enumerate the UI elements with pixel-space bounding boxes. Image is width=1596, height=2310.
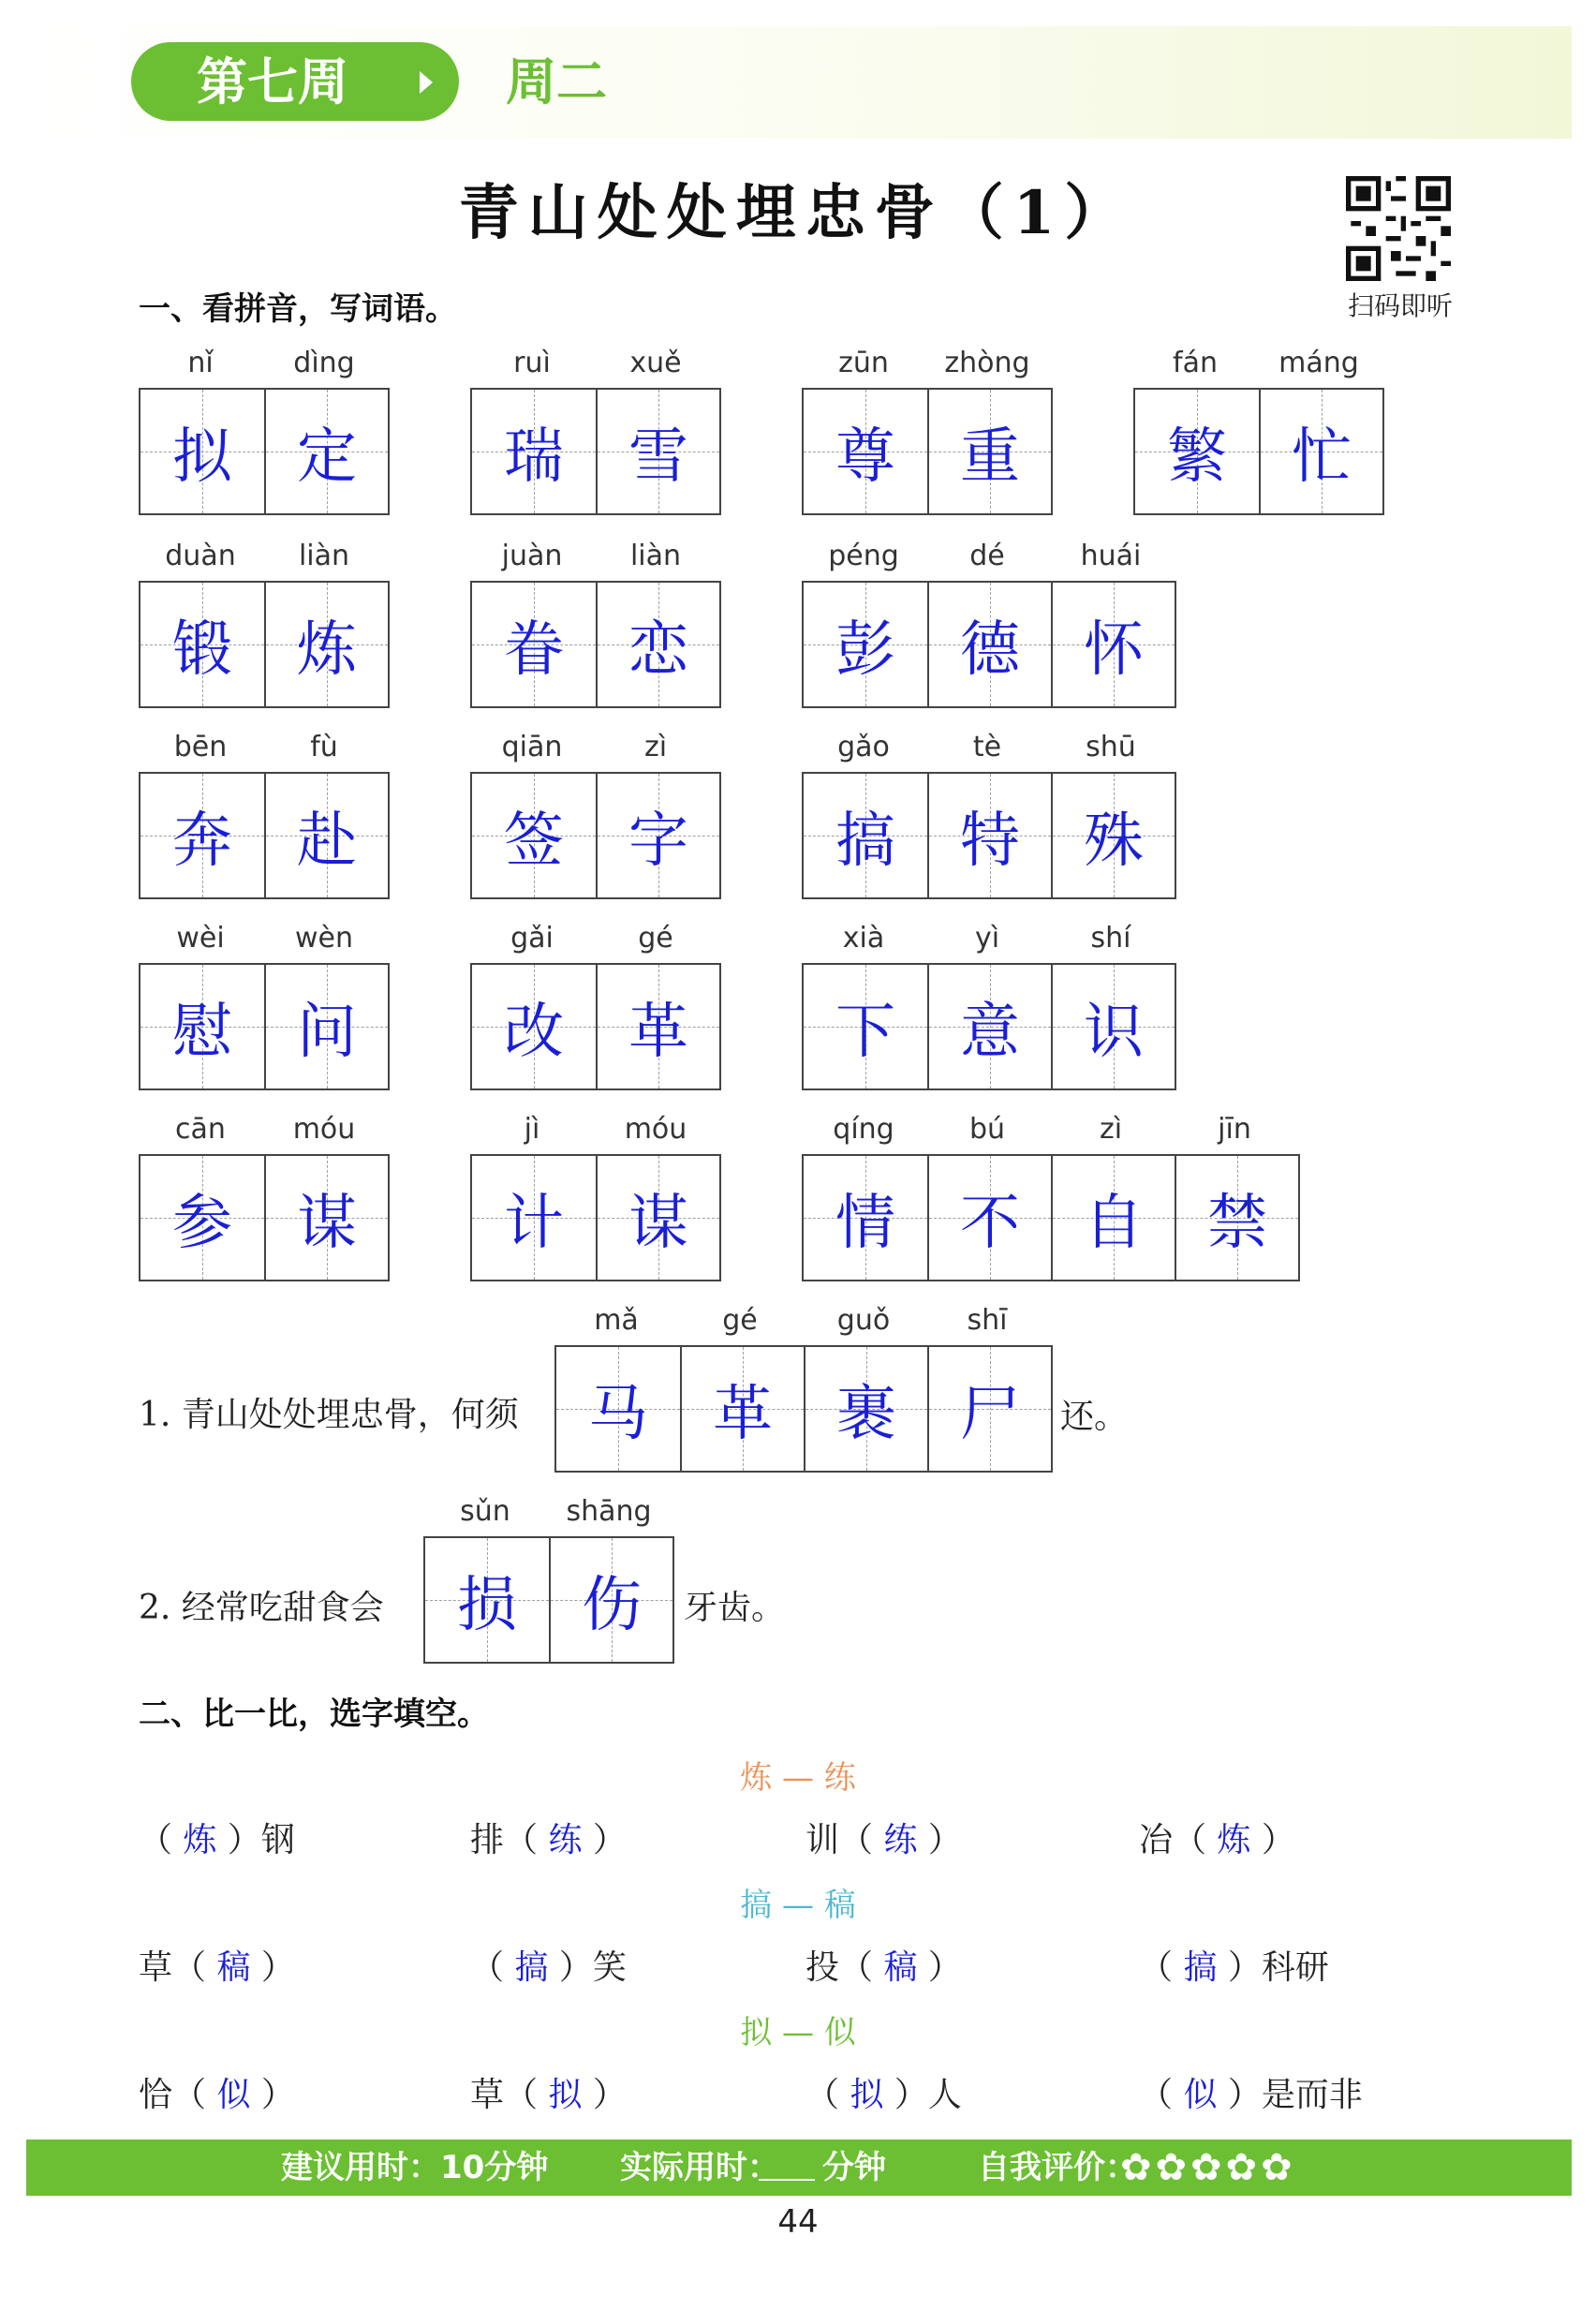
answer-char: 彭 xyxy=(835,615,895,685)
answer-char: 改 xyxy=(504,998,564,1067)
answer-char: 繁 xyxy=(1167,422,1227,492)
writing-cell[interactable] xyxy=(425,1538,549,1662)
self-eval-label: 自我评价： xyxy=(978,2149,1137,2186)
answer-char: 自 xyxy=(1084,1189,1144,1258)
fill-blank-item[interactable] xyxy=(139,1814,295,1861)
answer-char: 参 xyxy=(172,1189,232,1258)
word-pinyin: zūn xyxy=(838,347,889,379)
fill-blank-item[interactable] xyxy=(1139,1814,1295,1861)
answer-char: 雪 xyxy=(628,422,688,492)
word-box[interactable] xyxy=(139,772,390,899)
writing-cell[interactable] xyxy=(472,390,596,513)
fill-text: ）科研 xyxy=(1217,1948,1329,1987)
word-pinyin: wèi xyxy=(176,922,225,955)
word-pinyin: zì xyxy=(1099,1113,1123,1146)
word-pinyin: cān xyxy=(175,1113,226,1146)
answer-char: 不 xyxy=(960,1189,1020,1258)
fill-text: ）笑 xyxy=(548,1948,627,1987)
word-box[interactable] xyxy=(470,772,721,899)
qr-code-icon[interactable] xyxy=(1341,176,1456,281)
word-pinyin: qiān xyxy=(501,731,563,763)
fill-answer: 似 xyxy=(216,2076,251,2114)
answer-char: 德 xyxy=(960,615,1020,685)
answer-char: 下 xyxy=(835,998,895,1067)
writing-cell[interactable] xyxy=(596,1156,719,1280)
word-pinyin: huái xyxy=(1080,540,1142,572)
answer-char: 尊 xyxy=(835,422,895,492)
compare-pair: 搞 — 稿 xyxy=(740,1887,856,1924)
word-box[interactable] xyxy=(139,1154,390,1281)
answer-char: 裹 xyxy=(836,1380,896,1449)
writing-cell[interactable] xyxy=(549,1538,672,1662)
writing-cell[interactable] xyxy=(596,774,719,897)
fill-text: ）人 xyxy=(883,2076,962,2114)
answer-char: 谋 xyxy=(297,1189,357,1258)
word-pinyin: bēn xyxy=(173,731,228,763)
word-box[interactable] xyxy=(470,963,721,1090)
fill-text: （ xyxy=(1139,1948,1184,1987)
word-pinyin: duàn xyxy=(165,540,236,572)
fill-text: 草（ xyxy=(139,1948,217,1987)
answer-char: 情 xyxy=(835,1189,895,1258)
writing-cell[interactable] xyxy=(472,1156,596,1280)
fill-answer: 炼 xyxy=(1217,1821,1251,1859)
answer-char: 意 xyxy=(960,998,1020,1067)
fill-text: （ xyxy=(470,1948,515,1987)
fill-text: ） xyxy=(582,1821,627,1859)
word-pinyin: juàn xyxy=(501,540,563,572)
answer-char: 革 xyxy=(628,998,688,1067)
writing-cell[interactable] xyxy=(140,583,264,706)
answer-char: 定 xyxy=(297,422,357,492)
fill-text: ） xyxy=(1250,1821,1295,1859)
writing-cell[interactable] xyxy=(680,1347,804,1471)
actual-time-unit: 分钟 xyxy=(822,2149,886,2186)
word-box[interactable] xyxy=(802,772,1176,899)
writing-cell[interactable] xyxy=(1051,1156,1175,1280)
answer-char: 马 xyxy=(588,1380,648,1449)
word-pinyin: fù xyxy=(310,731,338,763)
fill-answer: 练 xyxy=(548,1821,583,1859)
sentence1-after: 还。 xyxy=(1060,1398,1129,1436)
answer-char: 炼 xyxy=(297,615,357,685)
word-pinyin: ruì xyxy=(513,347,551,379)
writing-cell[interactable] xyxy=(927,1347,1051,1471)
fill-text: ） xyxy=(250,2076,295,2114)
fill-text: ） xyxy=(917,1821,962,1859)
fill-blank-item[interactable] xyxy=(1139,2068,1363,2116)
fill-answer: 似 xyxy=(1183,2076,1218,2114)
writing-cell[interactable] xyxy=(472,965,596,1088)
day-label: 周二 xyxy=(506,52,607,111)
fill-blank-item[interactable] xyxy=(139,2068,295,2116)
writing-cell[interactable] xyxy=(596,965,719,1088)
answer-char: 识 xyxy=(1084,998,1144,1067)
fill-text: （ xyxy=(139,1821,184,1859)
word-pinyin: péng xyxy=(828,540,899,572)
answer-char: 签 xyxy=(504,807,564,876)
sentence1-box[interactable] xyxy=(554,1345,1053,1473)
word-box[interactable] xyxy=(802,388,1053,515)
fill-text: （ xyxy=(1139,2076,1184,2114)
word-pinyin: yì xyxy=(974,922,1000,955)
page-number: 44 xyxy=(777,2203,819,2241)
writing-cell[interactable] xyxy=(1135,390,1259,513)
writing-cell[interactable] xyxy=(927,774,1051,897)
sentence1-before: 1. 青山处处埋忠骨，何须 xyxy=(139,1396,519,1434)
answer-char: 计 xyxy=(504,1189,564,1258)
fill-answer: 稿 xyxy=(883,1948,918,1987)
fill-answer: 稿 xyxy=(216,1948,251,1987)
writing-cell[interactable] xyxy=(596,583,719,706)
word-pinyin: qíng xyxy=(833,1113,894,1146)
answer-char: 重 xyxy=(960,422,1020,492)
writing-cell[interactable] xyxy=(804,390,927,513)
word-pinyin: shí xyxy=(1090,922,1131,955)
writing-cell[interactable] xyxy=(264,965,388,1088)
writing-cell[interactable] xyxy=(1175,1156,1298,1280)
writing-cell[interactable] xyxy=(804,583,927,706)
fill-blank-item[interactable] xyxy=(1139,1941,1329,1989)
word-pinyin: xià xyxy=(842,922,885,955)
word-pinyin: zhòng xyxy=(944,347,1030,379)
sentence2-before: 2. 经常吃甜食会 xyxy=(139,1589,384,1627)
writing-cell[interactable] xyxy=(804,1347,927,1471)
word-box[interactable] xyxy=(139,581,390,708)
writing-cell[interactable] xyxy=(804,774,927,897)
fill-text: ） xyxy=(917,1948,962,1987)
suggested-time: 建议用时：10分钟 xyxy=(281,2149,549,2186)
writing-cell[interactable] xyxy=(927,965,1051,1088)
word-box[interactable] xyxy=(802,963,1176,1090)
answer-char: 瑞 xyxy=(504,422,564,492)
answer-char: 慰 xyxy=(172,998,232,1067)
sentence2-pinyin: sǔn xyxy=(460,1495,510,1528)
writing-cell[interactable] xyxy=(264,1156,388,1280)
fill-blank-item[interactable] xyxy=(470,2068,627,2116)
week-label: 第七周 xyxy=(197,52,348,111)
qr-caption: 扫码即听 xyxy=(1347,290,1453,321)
writing-cell[interactable] xyxy=(1259,390,1382,513)
fill-text: 训（ xyxy=(805,1821,884,1859)
actual-time-label: 实际用时： xyxy=(620,2149,779,2186)
sentence2-box[interactable] xyxy=(423,1536,674,1664)
section1-heading: 一、看拼音，写词语。 xyxy=(139,290,457,328)
answer-char: 赴 xyxy=(297,807,357,876)
fill-blank-item[interactable] xyxy=(805,1941,962,1989)
writing-cell[interactable] xyxy=(596,390,719,513)
word-pinyin: zì xyxy=(643,731,668,763)
writing-cell[interactable] xyxy=(264,390,388,513)
answer-char: 忙 xyxy=(1292,422,1352,492)
writing-cell[interactable] xyxy=(140,965,264,1088)
fill-answer: 拟 xyxy=(548,2076,583,2114)
word-pinyin: liàn xyxy=(298,540,350,572)
word-pinyin: bú xyxy=(968,1113,1006,1146)
word-pinyin: shū xyxy=(1086,731,1136,763)
fill-blank-item[interactable] xyxy=(805,1814,962,1861)
sentence1-pinyin: gé xyxy=(722,1304,758,1337)
answer-char: 损 xyxy=(457,1571,517,1640)
fill-answer: 搞 xyxy=(514,1948,549,1987)
sentence1-pinyin: mǎ xyxy=(594,1304,639,1337)
word-box[interactable] xyxy=(802,1154,1300,1281)
compare-pair: 炼 — 练 xyxy=(740,1759,856,1797)
word-pinyin: máng xyxy=(1278,347,1359,379)
sentence1-pinyin: shī xyxy=(967,1304,1008,1337)
writing-cell[interactable] xyxy=(140,1156,264,1280)
fill-text: 草（ xyxy=(470,2076,549,2114)
writing-cell[interactable] xyxy=(264,583,388,706)
writing-cell[interactable] xyxy=(927,1156,1051,1280)
word-pinyin: jì xyxy=(524,1113,540,1146)
word-box[interactable] xyxy=(470,581,721,708)
word-box[interactable] xyxy=(802,581,1176,708)
answer-char: 眷 xyxy=(504,615,564,685)
word-pinyin: gǎi xyxy=(510,922,554,955)
fill-text: （ xyxy=(805,2076,850,2114)
writing-cell[interactable] xyxy=(472,774,596,897)
sentence2-after: 牙齿。 xyxy=(684,1589,786,1627)
fill-text: 投（ xyxy=(805,1948,884,1987)
word-pinyin: gǎo xyxy=(837,731,890,763)
writing-cell[interactable] xyxy=(140,390,264,513)
word-box[interactable] xyxy=(139,388,390,515)
fill-answer: 拟 xyxy=(850,2076,884,2114)
fill-blank-item[interactable] xyxy=(139,1941,295,1989)
writing-cell[interactable] xyxy=(140,774,264,897)
answer-char: 禁 xyxy=(1207,1189,1267,1258)
writing-cell[interactable] xyxy=(1051,965,1175,1088)
answer-char: 尸 xyxy=(960,1380,1020,1449)
rating-stars-icon[interactable]: ✿✿✿✿✿ xyxy=(1120,2146,1296,2189)
answer-char: 怀 xyxy=(1084,615,1144,685)
answer-char: 拟 xyxy=(172,422,232,492)
word-pinyin: móu xyxy=(292,1113,356,1146)
writing-cell[interactable] xyxy=(264,774,388,897)
answer-char: 字 xyxy=(628,807,688,876)
actual-time-blank[interactable] xyxy=(759,2179,815,2181)
word-pinyin: liàn xyxy=(629,540,682,572)
writing-cell[interactable] xyxy=(927,583,1051,706)
word-box[interactable] xyxy=(139,963,390,1090)
word-pinyin: tè xyxy=(972,731,1002,763)
compare-pair: 拟 — 似 xyxy=(740,2014,856,2051)
word-pinyin: dé xyxy=(969,540,1005,572)
word-pinyin: fán xyxy=(1173,347,1218,379)
writing-cell[interactable] xyxy=(472,583,596,706)
fill-text: 恰（ xyxy=(139,2076,217,2114)
fill-answer: 炼 xyxy=(183,1821,217,1859)
word-pinyin: wèn xyxy=(294,922,353,955)
fill-text: ） xyxy=(250,1948,295,1987)
word-box[interactable] xyxy=(470,1154,721,1281)
writing-cell[interactable] xyxy=(1051,774,1175,897)
word-pinyin: dìng xyxy=(293,347,355,379)
sentence1-pinyin: guǒ xyxy=(836,1304,891,1337)
word-pinyin: jīn xyxy=(1218,1113,1251,1146)
arrow-right-icon xyxy=(420,71,433,94)
fill-text: 排（ xyxy=(470,1821,549,1859)
word-pinyin: gé xyxy=(638,922,673,955)
fill-text: ）钢 xyxy=(216,1821,295,1859)
word-pinyin: móu xyxy=(624,1113,687,1146)
writing-cell[interactable] xyxy=(927,390,1051,513)
answer-char: 奔 xyxy=(172,807,232,876)
word-pinyin: xuě xyxy=(629,347,682,379)
writing-cell[interactable] xyxy=(1051,583,1175,706)
fill-text: ） xyxy=(582,2076,627,2114)
answer-char: 恋 xyxy=(628,615,688,685)
answer-char: 伤 xyxy=(582,1571,642,1640)
page-title: 青山处处埋忠骨（1） xyxy=(458,178,1134,248)
fill-blank-item[interactable] xyxy=(805,2068,962,2116)
writing-cell[interactable] xyxy=(556,1347,680,1471)
writing-cell[interactable] xyxy=(804,965,927,1088)
word-box[interactable] xyxy=(1133,388,1384,515)
writing-cell[interactable] xyxy=(804,1156,927,1280)
answer-char: 殊 xyxy=(1084,807,1144,876)
answer-char: 锻 xyxy=(172,615,232,685)
fill-text: 冶（ xyxy=(1139,1821,1218,1859)
answer-char: 搞 xyxy=(835,807,895,876)
answer-char: 谋 xyxy=(628,1189,688,1258)
fill-answer: 练 xyxy=(883,1821,918,1859)
word-pinyin: nǐ xyxy=(187,347,214,379)
sentence2-pinyin: shāng xyxy=(566,1495,652,1528)
section2-heading: 二、比一比，选字填空。 xyxy=(139,1695,489,1733)
answer-char: 问 xyxy=(297,998,357,1067)
answer-char: 革 xyxy=(713,1380,773,1449)
fill-text: ）是而非 xyxy=(1217,2076,1363,2114)
footer-bar xyxy=(26,2140,1572,2196)
answer-char: 特 xyxy=(960,807,1020,876)
word-box[interactable] xyxy=(470,388,721,515)
fill-blank-item[interactable] xyxy=(470,1814,627,1861)
fill-blank-item[interactable] xyxy=(470,1941,627,1989)
fill-answer: 搞 xyxy=(1183,1948,1218,1987)
